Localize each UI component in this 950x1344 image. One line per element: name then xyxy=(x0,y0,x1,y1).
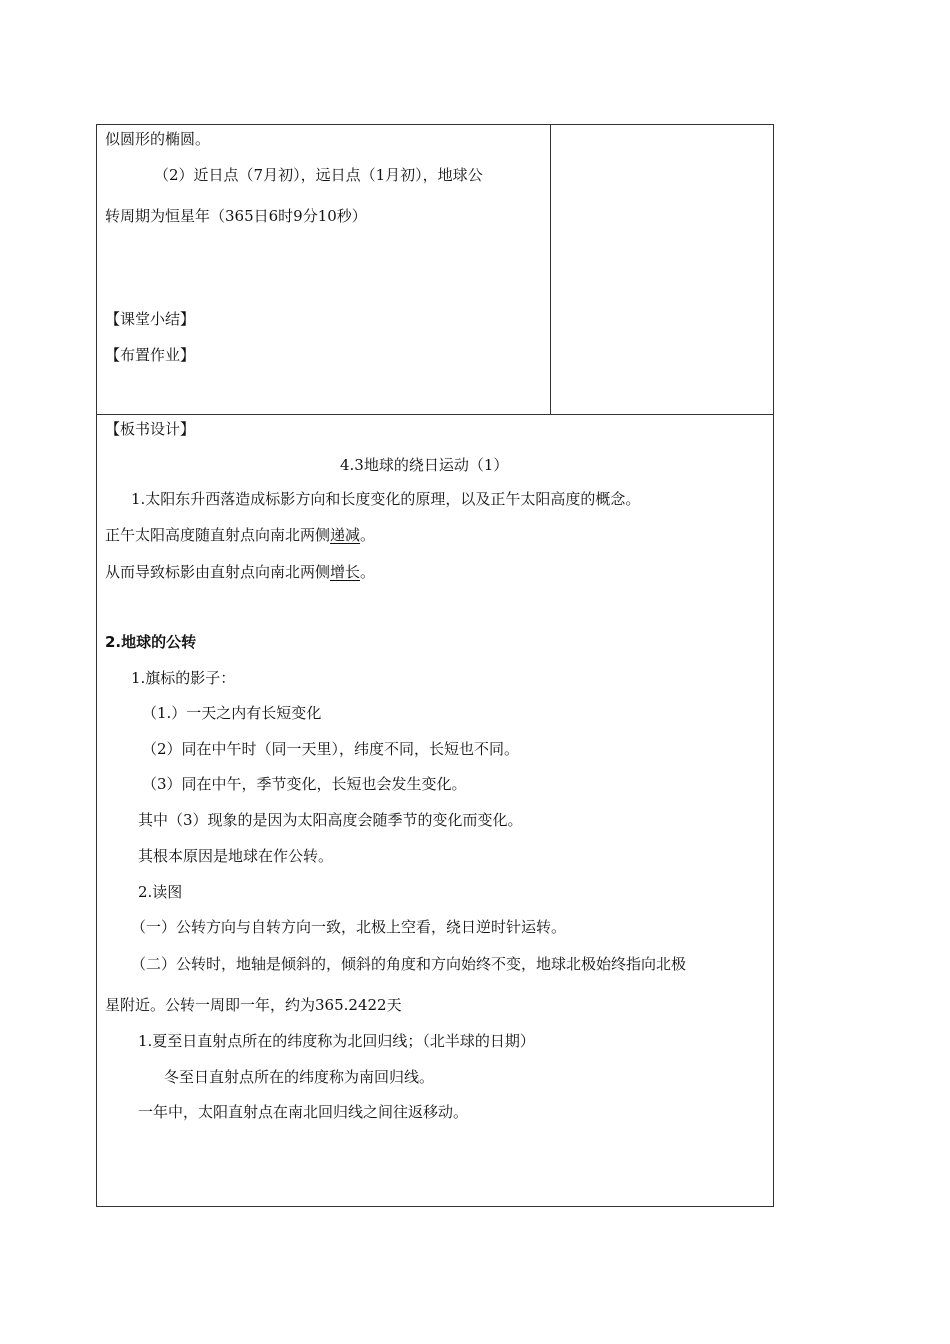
summary-heading: 【课堂小结】 xyxy=(105,310,196,328)
underlined-word: 递减 xyxy=(330,526,361,544)
item-shadow-2: （2）同在中午时（同一天里），纬度不同，长短也不同。 xyxy=(142,740,520,758)
board-heading: 【板书设计】 xyxy=(105,420,196,438)
board-title: 4.3地球的绕日运动（1） xyxy=(340,456,509,474)
item-shadow-1: （1.）一天之内有长短变化 xyxy=(142,704,322,722)
row-divider xyxy=(97,414,773,415)
item-direct-point-motion: 一年中，太阳直射点在南北回归线之间往返移动。 xyxy=(138,1103,469,1121)
paragraph-noon-altitude: 正午太阳高度随直射点向南北两侧递减。 xyxy=(105,526,376,544)
item-direction: （一）公转方向与自转方向一致，北极上空看，绕日逆时针运转。 xyxy=(131,918,567,936)
homework-heading: 【布置作业】 xyxy=(105,346,196,364)
item-axis-tilt: （二）公转时，地轴是倾斜的，倾斜的角度和方向始终不变，地球北极始终指向北极 xyxy=(131,955,687,973)
text-ellipse-end: 似圆形的椭圆。 xyxy=(105,130,211,148)
text-perihelion: （2）近日点（7月初），远日点（1月初），地球公 xyxy=(154,166,483,184)
item-flag-shadow: 1.旗标的影子： xyxy=(131,669,236,687)
item-tropic-cancer: 1.夏至日直射点所在的纬度称为北回归线；（北半球的日期） xyxy=(138,1032,535,1050)
item-read-figure: 2.读图 xyxy=(138,883,183,901)
paragraph-sun-shadow: 1.太阳东升西落造成标影方向和长度变化的原理，以及正午太阳高度的概念。 xyxy=(131,490,641,508)
item-root-cause: 其根本原因是地球在作公转。 xyxy=(138,847,334,865)
item-axis-tilt-cont: 星附近。公转一周即一年，约为365.2422天 xyxy=(105,996,402,1014)
text-sidereal-year: 转周期为恒星年（365日6时9分10秒） xyxy=(105,207,367,225)
column-divider xyxy=(550,125,551,414)
section-heading-revolution: 2.地球的公转 xyxy=(105,633,197,651)
item-tropic-capricorn: 冬至日直射点所在的纬度称为南回归线。 xyxy=(164,1068,435,1086)
underlined-word: 增长 xyxy=(330,563,361,581)
item-reason: 其中（3）现象的是因为太阳高度会随季节的变化而变化。 xyxy=(138,811,523,829)
paragraph-shadow-length: 从而导致标影由直射点向南北两侧增长。 xyxy=(105,563,376,581)
item-shadow-3: （3）同在中午，季节变化，长短也会发生变化。 xyxy=(142,775,467,793)
